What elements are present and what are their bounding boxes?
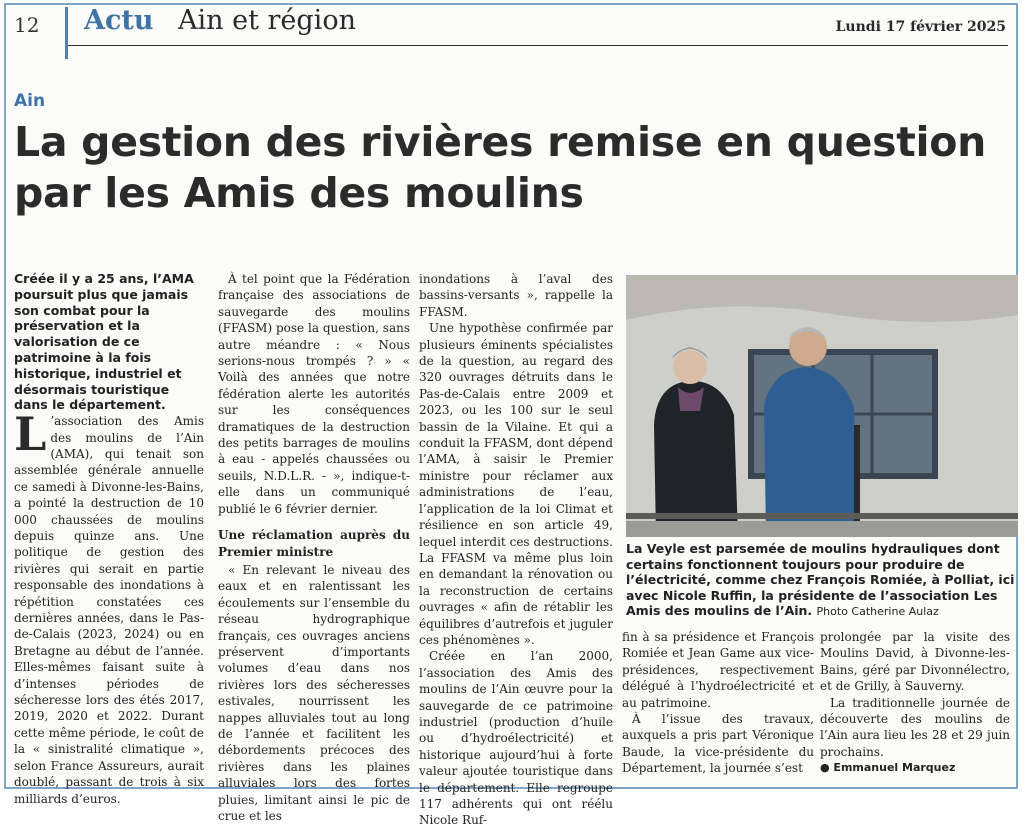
article-paragraph: prolongée par la visite des Moulins David, à Divonne-les-Bains, géré par Divonnélectro, et de Grilly, à Sauverny. bbox=[820, 630, 1010, 694]
photo-illustration bbox=[626, 275, 1018, 537]
article-paragraph: inondations à l’aval des bassins-versants », rappelle la FFASM. bbox=[419, 272, 613, 319]
drop-cap: L bbox=[14, 407, 47, 462]
article-column-5 bbox=[820, 629, 1010, 777]
article-paragraph: À l’issue des travaux, auxquels a pris part Véronique Baude, la vice-présidente du Département, la journée s’est bbox=[622, 712, 814, 776]
caption-text: La Veyle est parsemée de moulins hydrauliques dont certains fonctionnent toujours pour produire de l’électricité, comme chez François Romiée, à Polliat, ici avec Nicole Ruffin, la présidente de l’association Les Amis des moulins de l’Ain. bbox=[626, 541, 1015, 619]
section-name: Actu bbox=[84, 5, 154, 36]
issue-date: Lundi 17 février 2025 bbox=[835, 19, 1006, 35]
subsection-name: Ain et région bbox=[178, 5, 356, 36]
photo-caption bbox=[626, 541, 1018, 620]
newspaper-page bbox=[4, 3, 1018, 828]
article-paragraph: Une hypothèse confirmée par plusieurs éminents spécialistes de la question, au regard des 320 ouvrages détruits dans le Pas-de-Calais entre 2009 et 2023, ou les 100 sur le seul bassin de la Vilaine. Et qui a conduit la FFASM, dont dépend l’AMA, à saisir le Premier ministre pour réclamer aux administrations de l’eau, l’application de la loi Climat et résilience en son article 49, lequel interdit ces destructions. La FFASM va même plus loin en demandant la rénovation ou la reconstruction de certains ouvrages « afin de rétablir les équilibres d’autrefois et juguler ces phénomènes ». bbox=[419, 321, 613, 647]
article-column-2 bbox=[218, 271, 410, 824]
header-rule bbox=[68, 45, 1008, 46]
article-paragraph: L ’association des Amis des moulins de l’Ain (AMA), qui tenait son assemblée générale annuelle ce samedi à Divonne-les-Bains, a pointé la destruction de 10 000 chaussées de moulins depuis quinze ans. Une politique de gestion des rivières qui serait en partie responsable des inondations à répétition constatées ces dernières années, dans le Pas-de-Calais (2023, 2024) ou en Bretagne au début de l’année. Elles-mêmes faisant suite à d’intenses périodes de sécheresse lors des étés 2017, 2019, 2020 et 2022. Durant cette même période, le coût de la « sinistralité climatique », selon France Assureurs, aurait doublé, passant de trois à six milliards d’euros. bbox=[14, 407, 204, 806]
article-photo bbox=[626, 275, 1018, 537]
article-column-4 bbox=[622, 629, 814, 777]
article-headline: La gestion des rivières remise en question par les Amis des moulins bbox=[14, 118, 987, 217]
photo-credit: Photo Catherine Aulaz bbox=[816, 605, 939, 619]
article-paragraph: À tel point que la Fédération française des associations de sauvegarde des moulins (FFASM) pose la question, sans autre méandre : « Nous serions-nous trompés ? » « Voilà des années que notre fédération alerte les autorités sur les conséquences dramatiques de la destruction des petits barrages de moulins à eau - appelés chaussées ou seuils, N.D.L.R. - », indique-t-elle dans un communiqué publié le 6 février dernier. bbox=[218, 272, 410, 516]
page-number: 12 bbox=[14, 13, 40, 37]
article-column-1 bbox=[14, 271, 204, 807]
article-kicker: Ain bbox=[14, 91, 46, 111]
header-divider bbox=[65, 7, 68, 59]
article-paragraph: fin à sa présidence et François Romiée et Jean Game aux vice-présidences, respectivement délégué à l’hydroélectricité et au patrimoine. bbox=[622, 630, 814, 710]
page-header bbox=[6, 5, 1016, 45]
article-column-3 bbox=[419, 271, 613, 829]
article-paragraph: La traditionnelle journée de découverte des moulins de l’Ain aura lieu les 28 et 29 juin prochains. bbox=[820, 695, 1010, 759]
author-signature: ● Emmanuel Marquez bbox=[820, 761, 956, 775]
article-subhead: Une réclamation auprès du Premier ministre bbox=[218, 528, 410, 559]
article-paragraph: « En relevant le niveau des eaux et en ralentissant les écoulements sur l’ensemble du réseau hydrographique français, ces ouvrages anciens préservent d’importants volumes d’eau dans nos rivières lors des sécheresses estivales, nourrissent les nappes alluviales tout au long de l’année et facilitent les débordements précoces des rivières dans les plaines alluviales lors des fortes pluies, limitant ainsi le pic de crue et les bbox=[218, 562, 410, 823]
article-paragraph: Créée en l’an 2000, l’association des Amis des moulins de l’Ain œuvre pour la sauvegarde de ce patrimoine industriel (production d’huile ou d’hydroélectricité) et historique aujourd’hui à forte valeur ajoutée touristique dans le département. Elle regroupe 117 adhérents qui ont réélu Nicole Ruf- bbox=[419, 649, 613, 828]
article-lead: Créée il y a 25 ans, l’AMA poursuit plus que jamais son combat pour la préservation et la valorisation de ce patrimoine à la fois historique, industriel et désormais touristique dans le département. bbox=[14, 271, 194, 413]
